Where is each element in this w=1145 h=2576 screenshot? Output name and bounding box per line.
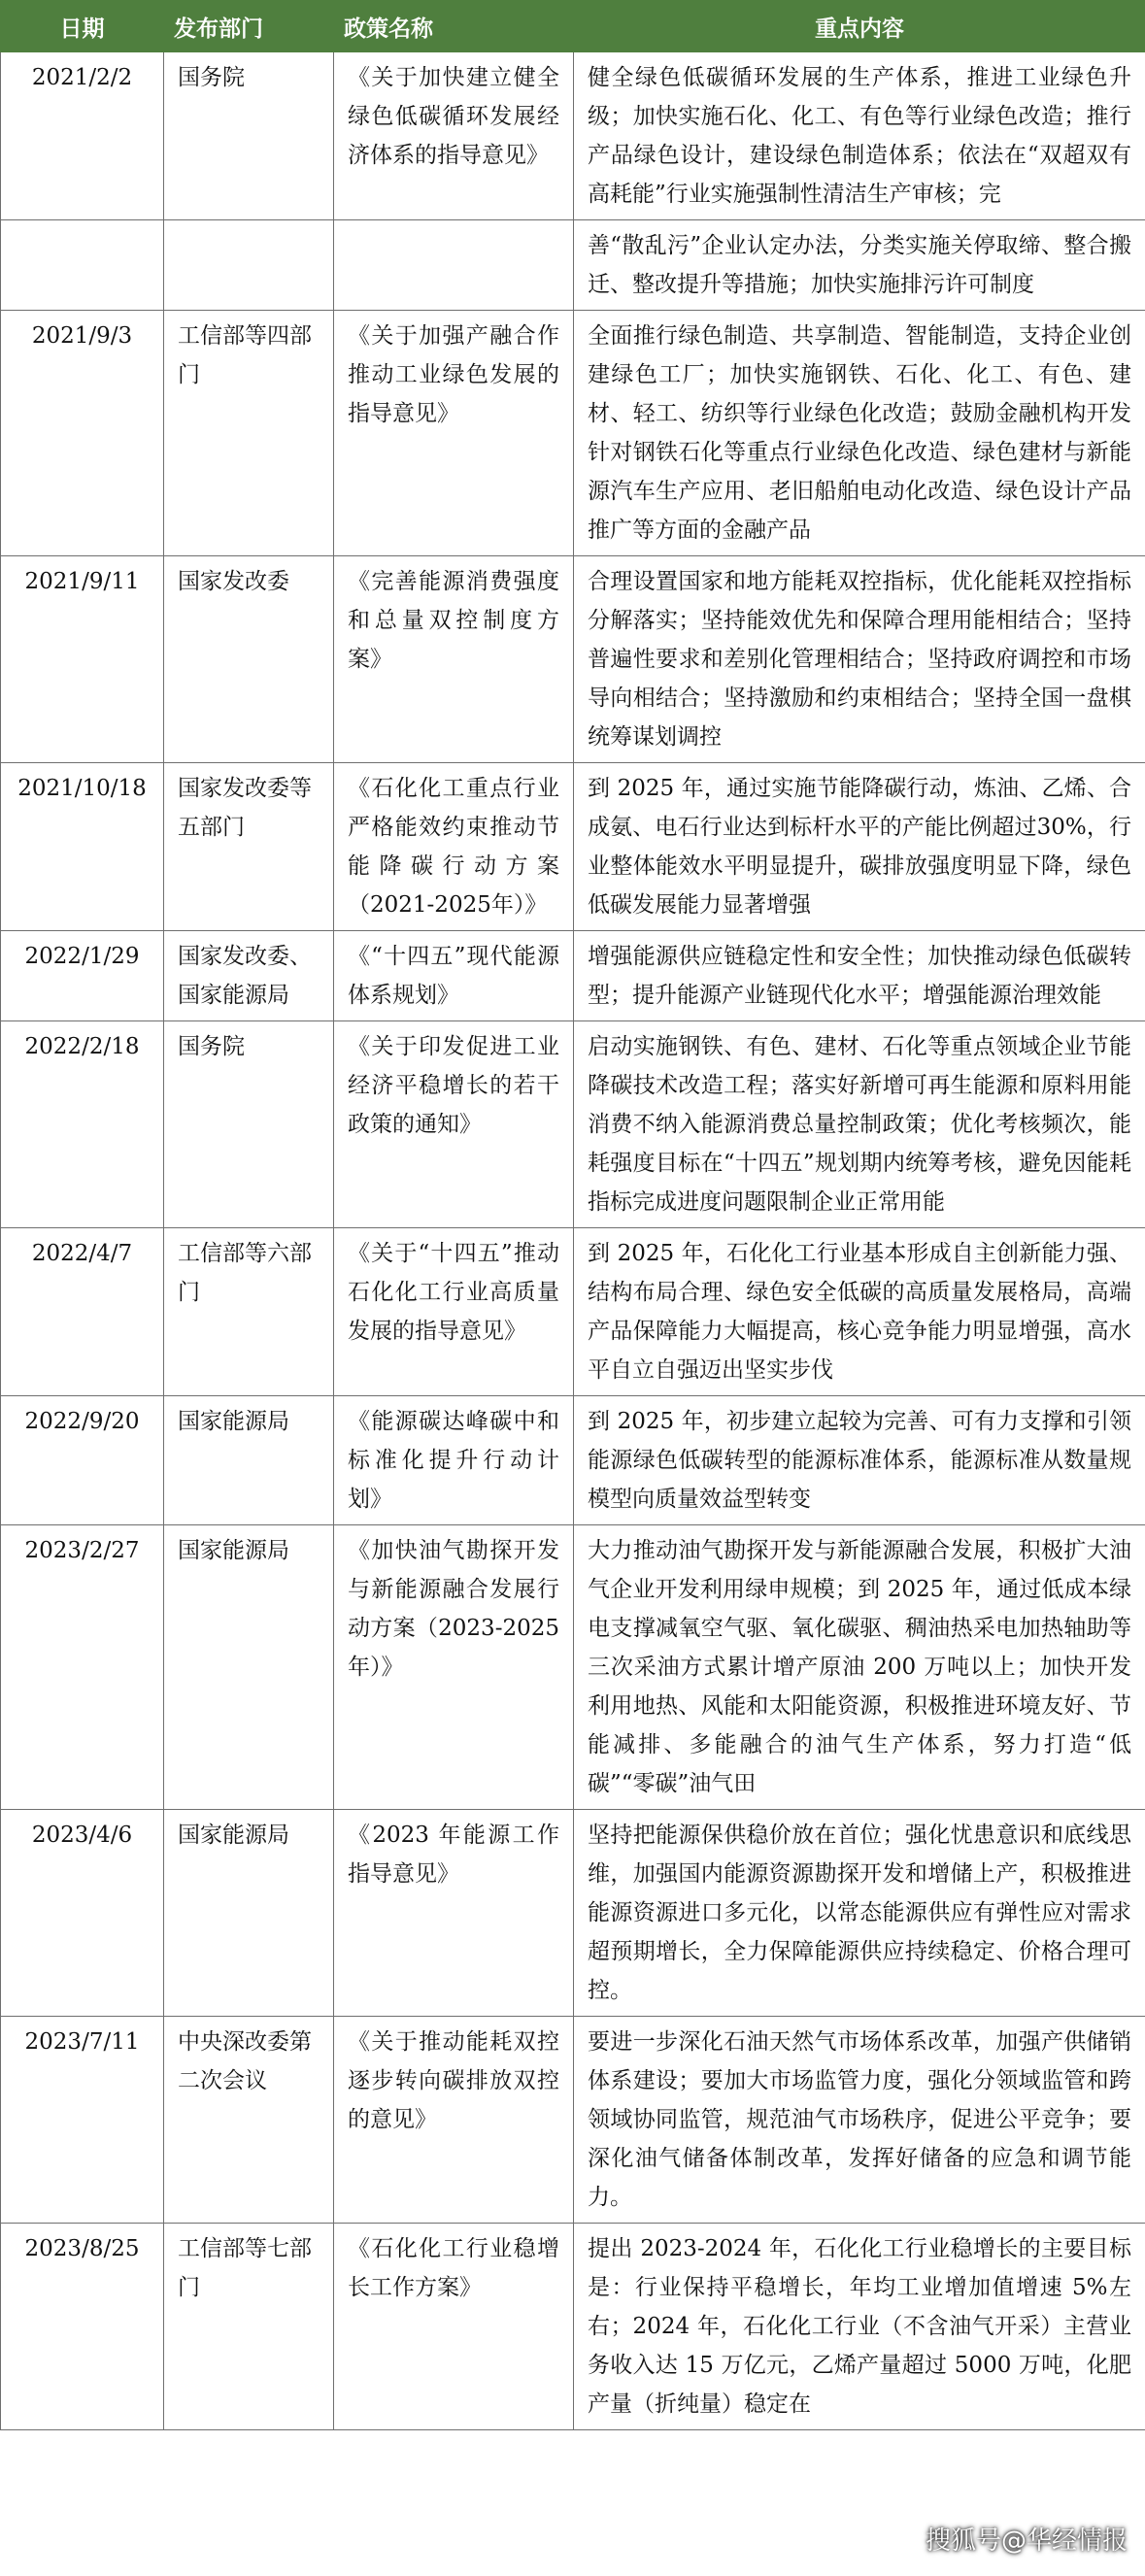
cell-department	[164, 220, 334, 311]
cell-policy-name: 《关于“十四五”推动石化化工行业高质量发展的指导意见》	[334, 1228, 574, 1396]
cell-department: 国家能源局	[164, 1525, 334, 1810]
cell-date	[1, 220, 164, 311]
watermark: 搜狐号@华经情报	[925, 2526, 1128, 2556]
cell-department: 国务院	[164, 1021, 334, 1228]
cell-date: 2023/2/27	[1, 1525, 164, 1810]
table-row	[1, 52, 1145, 220]
cell-policy-name	[334, 220, 574, 311]
cell-policy-name: 《2023 年能源工作指导意见》	[334, 1810, 574, 2017]
table-row	[1, 2224, 1145, 2430]
table-row	[1, 2017, 1145, 2224]
table-row	[1, 763, 1145, 931]
cell-policy-name: 《关于印发促进工业经济平稳增长的若干政策的通知》	[334, 1021, 574, 1228]
table-row	[1, 931, 1145, 1021]
table-row	[1, 1396, 1145, 1525]
cell-policy-name: 《能源碳达峰碳中和标准化提升行动计划》	[334, 1396, 574, 1525]
cell-date: 2022/4/7	[1, 1228, 164, 1396]
cell-key-content: 到 2025 年，石化化工行业基本形成自主创新能力强、结构布局合理、绿色安全低碳的高质量发展格局，高端产品保障能力大幅提高，核心竞争能力明显增强，高水平自立自强迈出坚实步伐	[574, 1228, 1145, 1396]
cell-department: 国务院	[164, 52, 334, 220]
cell-key-content: 善“散乱污”企业认定办法，分类实施关停取缔、整合搬迁、整改提升等措施；加快实施排污许可制度	[574, 220, 1145, 311]
cell-department: 国家能源局	[164, 1396, 334, 1525]
table-row	[1, 1525, 1145, 1810]
cell-department: 工信部等四部门	[164, 311, 334, 556]
table-row	[1, 1228, 1145, 1396]
table-row	[1, 1810, 1145, 2017]
cell-date: 2022/1/29	[1, 931, 164, 1021]
header-department: 发布部门	[164, 1, 334, 52]
cell-key-content: 要进一步深化石油天然气市场体系改革，加强产供储销体系建设；要加大市场监管力度，强化分领域监管和跨领域协同监管，规范油气市场秩序，促进公平竞争；要深化油气储备体制改革，发挥好储备的应急和调节能力。	[574, 2017, 1145, 2224]
cell-date: 2022/2/18	[1, 1021, 164, 1228]
cell-key-content: 合理设置国家和地方能耗双控指标，优化能耗双控指标分解落实；坚持能效优先和保障合理用能相结合；坚持普遍性要求和差别化管理相结合；坚持政府调控和市场导向相结合；坚持激励和约束相结合；坚持全国一盘棋统筹谋划调控	[574, 556, 1145, 763]
cell-date: 2022/9/20	[1, 1396, 164, 1525]
cell-department: 工信部等六部门	[164, 1228, 334, 1396]
table-body	[1, 52, 1145, 2430]
cell-department: 国家发改委、国家能源局	[164, 931, 334, 1021]
cell-date: 2023/4/6	[1, 1810, 164, 2017]
cell-date: 2021/9/3	[1, 311, 164, 556]
table-row	[1, 311, 1145, 556]
cell-key-content: 启动实施钢铁、有色、建材、石化等重点领域企业节能降碳技术改造工程；落实好新增可再生能源和原料用能消费不纳入能源消费总量控制政策；优化考核频次，能耗强度目标在“十四五”规划期内统筹考核，避免因能耗指标完成进度问题限制企业正常用能	[574, 1021, 1145, 1228]
cell-policy-name: 《“十四五”现代能源体系规划》	[334, 931, 574, 1021]
cell-department: 国家发改委	[164, 556, 334, 763]
header-key-content: 重点内容	[574, 1, 1145, 52]
cell-department: 国家能源局	[164, 1810, 334, 2017]
cell-key-content: 健全绿色低碳循环发展的生产体系，推进工业绿色升级；加快实施石化、化工、有色等行业绿色改造；推行产品绿色设计，建设绿色制造体系；依法在“双超双有高耗能”行业实施强制性清洁生产审核；完	[574, 52, 1145, 220]
cell-policy-name: 《完善能源消费强度和总量双控制度方案》	[334, 556, 574, 763]
header-row	[1, 1, 1145, 52]
header-date: 日期	[1, 1, 164, 52]
cell-key-content: 大力推动油气勘探开发与新能源融合发展，积极扩大油气企业开发利用绿申规模；到 2025 年，通过低成本绿电支撑减氧空气驱、氧化碳驱、稠油热采电加热轴助等三次采油方式累计增产原油 200 万吨以上；加快开发利用地热、风能和太阳能资源，积极推进环境友好、节能减排、多能融合的油气生产体系，努力打造“低碳”“零碳”油气田	[574, 1525, 1145, 1810]
cell-date: 2021/2/2	[1, 52, 164, 220]
cell-key-content: 坚持把能源保供稳价放在首位；强化忧患意识和底线思维，加强国内能源资源勘探开发和增储上产，积极推进能源资源进口多元化，以常态能源供应有弹性应对需求超预期增长，全力保障能源供应持续稳定、价格合理可控。	[574, 1810, 1145, 2017]
table-row	[1, 556, 1145, 763]
cell-department: 中央深改委第二次会议	[164, 2017, 334, 2224]
cell-key-content: 全面推行绿色制造、共享制造、智能制造，支持企业创建绿色工厂；加快实施钢铁、石化、化工、有色、建材、轻工、纺织等行业绿色化改造；鼓励金融机构开发针对钢铁石化等重点行业绿色化改造、绿色建材与新能源汽车生产应用、老旧船舶电动化改造、绿色设计产品推广等方面的金融产品	[574, 311, 1145, 556]
table-header	[1, 1, 1145, 52]
cell-key-content: 增强能源供应链稳定性和安全性；加快推动绿色低碳转型；提升能源产业链现代化水平；增强能源治理效能	[574, 931, 1145, 1021]
table-row	[1, 1021, 1145, 1228]
cell-key-content: 提出 2023-2024 年，石化化工行业稳增长的主要目标是：行业保持平稳增长，年均工业增加值增速 5%左右；2024 年，石化化工行业（不含油气开采）主营业务收入达 15 万亿元，乙烯产量超过 5000 万吨，化肥产量（折纯量）稳定在	[574, 2224, 1145, 2430]
header-policy-name: 政策名称	[334, 1, 574, 52]
cell-policy-name: 《石化化工行业稳增长工作方案》	[334, 2224, 574, 2430]
cell-department: 国家发改委等五部门	[164, 763, 334, 931]
cell-key-content: 到 2025 年，通过实施节能降碳行动，炼油、乙烯、合成氨、电石行业达到标杆水平的产能比例超过30%，行业整体能效水平明显提升，碳排放强度明显下降，绿色低碳发展能力显著增强	[574, 763, 1145, 931]
cell-date: 2023/8/25	[1, 2224, 164, 2430]
cell-policy-name: 《石化化工重点行业严格能效约束推动节能降碳行动方案（2021-2025年）》	[334, 763, 574, 931]
table-row	[1, 220, 1145, 311]
cell-policy-name: 《关于推动能耗双控逐步转向碳排放双控的意见》	[334, 2017, 574, 2224]
cell-policy-name: 《加快油气勘探开发与新能源融合发展行动方案（2023-2025年）》	[334, 1525, 574, 1810]
cell-date: 2021/9/11	[1, 556, 164, 763]
cell-policy-name: 《关于加快建立健全绿色低碳循环发展经济体系的指导意见》	[334, 52, 574, 220]
cell-date: 2023/7/11	[1, 2017, 164, 2224]
cell-date: 2021/10/18	[1, 763, 164, 931]
cell-department: 工信部等七部门	[164, 2224, 334, 2430]
cell-policy-name: 《关于加强产融合作推动工业绿色发展的指导意见》	[334, 311, 574, 556]
cell-key-content: 到 2025 年，初步建立起较为完善、可有力支撑和引领能源绿色低碳转型的能源标准体系，能源标准从数量规模型向质量效益型转变	[574, 1396, 1145, 1525]
